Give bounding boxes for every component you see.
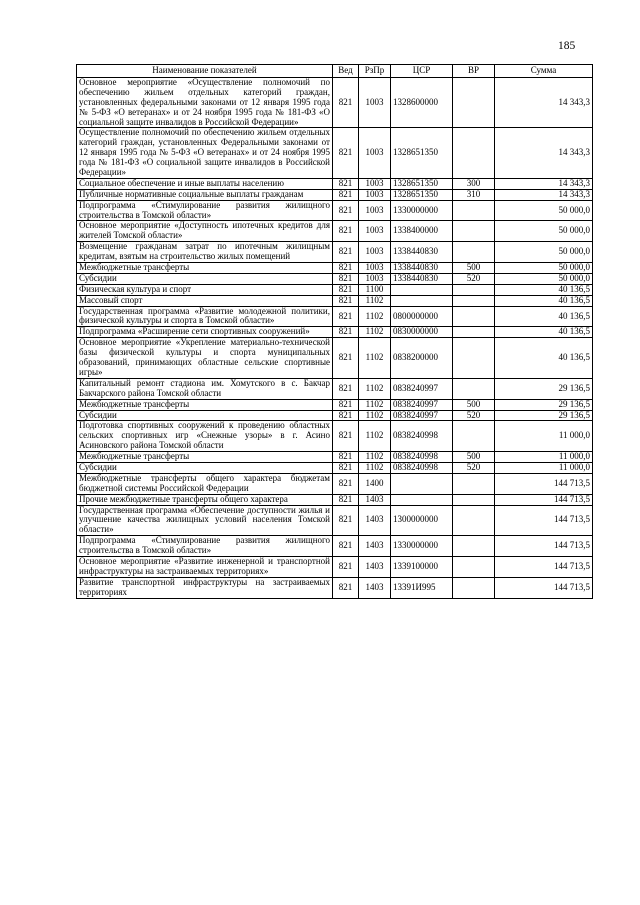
row-csr-cell bbox=[391, 473, 453, 494]
row-vr-cell: 520 bbox=[453, 410, 495, 421]
table-row bbox=[77, 221, 593, 242]
row-rzpr-cell: 1003 bbox=[359, 263, 391, 274]
table-row bbox=[77, 410, 593, 421]
row-name-cell: Межбюджетные трансферты bbox=[77, 263, 333, 274]
row-sum-cell: 50 000,0 bbox=[495, 221, 593, 242]
header-csr: ЦСР bbox=[391, 65, 453, 78]
row-rzpr-cell: 1003 bbox=[359, 273, 391, 284]
row-rzpr-cell: 1003 bbox=[359, 200, 391, 221]
row-csr-cell: 0838240997 bbox=[391, 410, 453, 421]
row-vr-cell: 500 bbox=[453, 399, 495, 410]
row-rzpr-cell: 1102 bbox=[359, 306, 391, 327]
row-ved-cell: 821 bbox=[333, 189, 359, 200]
row-csr-cell: 0838240997 bbox=[391, 378, 453, 399]
row-csr-cell: 1330000000 bbox=[391, 536, 453, 557]
row-csr-cell: 1338440830 bbox=[391, 273, 453, 284]
row-csr-cell: 0830000000 bbox=[391, 327, 453, 338]
row-ved-cell: 821 bbox=[333, 421, 359, 452]
row-vr-cell bbox=[453, 295, 495, 306]
row-vr-cell bbox=[453, 284, 495, 295]
row-csr-cell: 1328651350 bbox=[391, 128, 453, 178]
row-ved-cell: 821 bbox=[333, 284, 359, 295]
row-csr-cell: 0838240998 bbox=[391, 462, 453, 473]
row-name-cell: Межбюджетные трансферты bbox=[77, 452, 333, 463]
table-row bbox=[77, 556, 593, 577]
row-sum-cell: 144 713,5 bbox=[495, 536, 593, 557]
row-csr-cell bbox=[391, 284, 453, 295]
row-rzpr-cell: 1102 bbox=[359, 462, 391, 473]
row-rzpr-cell: 1403 bbox=[359, 536, 391, 557]
row-csr-cell bbox=[391, 494, 453, 505]
row-sum-cell: 29 136,5 bbox=[495, 410, 593, 421]
row-vr-cell: 310 bbox=[453, 189, 495, 200]
row-rzpr-cell: 1102 bbox=[359, 295, 391, 306]
row-vr-cell: 500 bbox=[453, 452, 495, 463]
row-rzpr-cell: 1102 bbox=[359, 421, 391, 452]
table-row bbox=[77, 378, 593, 399]
row-ved-cell: 821 bbox=[333, 452, 359, 463]
row-name-cell: Субсидии bbox=[77, 410, 333, 421]
row-name-cell: Физическая культура и спорт bbox=[77, 284, 333, 295]
table-row bbox=[77, 494, 593, 505]
row-rzpr-cell: 1100 bbox=[359, 284, 391, 295]
row-csr-cell: 1300000000 bbox=[391, 505, 453, 536]
table-row bbox=[77, 284, 593, 295]
row-name-cell: Публичные нормативные социальные выплаты гражданам bbox=[77, 189, 333, 200]
row-vr-cell bbox=[453, 128, 495, 178]
row-csr-cell: 0800000000 bbox=[391, 306, 453, 327]
row-ved-cell: 821 bbox=[333, 78, 359, 128]
row-csr-cell: 1330000000 bbox=[391, 200, 453, 221]
row-ved-cell: 821 bbox=[333, 263, 359, 274]
table-row bbox=[77, 78, 593, 128]
table-row bbox=[77, 295, 593, 306]
row-rzpr-cell: 1003 bbox=[359, 189, 391, 200]
row-rzpr-cell: 1403 bbox=[359, 505, 391, 536]
row-ved-cell: 821 bbox=[333, 295, 359, 306]
row-ved-cell: 821 bbox=[333, 494, 359, 505]
table-row bbox=[77, 263, 593, 274]
row-sum-cell: 40 136,5 bbox=[495, 306, 593, 327]
header-rzpr: РзПр bbox=[359, 65, 391, 78]
row-csr-cell: 0838200000 bbox=[391, 338, 453, 379]
row-ved-cell: 821 bbox=[333, 178, 359, 189]
row-ved-cell: 821 bbox=[333, 338, 359, 379]
row-csr-cell: 1339100000 bbox=[391, 556, 453, 577]
row-rzpr-cell: 1102 bbox=[359, 410, 391, 421]
row-name-cell: Подпрограмма «Стимулирование развития жилищного строительства в Томской области» bbox=[77, 200, 333, 221]
row-vr-cell bbox=[453, 200, 495, 221]
row-name-cell: Возмещение гражданам затрат по ипотечным жилищным кредитам, взятым на строительство жилых помещений bbox=[77, 242, 333, 263]
budget-table bbox=[76, 64, 593, 599]
table-row bbox=[77, 473, 593, 494]
row-rzpr-cell: 1003 bbox=[359, 178, 391, 189]
row-ved-cell: 821 bbox=[333, 410, 359, 421]
row-rzpr-cell: 1102 bbox=[359, 399, 391, 410]
row-name-cell: Основное мероприятие «Развитие инженерной и транспортной инфраструктуры на застраиваемых территориях» bbox=[77, 556, 333, 577]
row-name-cell: Подготовка спортивных сооружений к проведению областных сельских спортивных игр «Снежные узоры» в г. Асино Асиновского района Томской области bbox=[77, 421, 333, 452]
row-csr-cell: 13391И995 bbox=[391, 577, 453, 598]
row-name-cell: Развитие транспортной инфраструктуры на застраиваемых территориях bbox=[77, 577, 333, 598]
row-ved-cell: 821 bbox=[333, 577, 359, 598]
row-sum-cell: 144 713,5 bbox=[495, 556, 593, 577]
row-vr-cell bbox=[453, 473, 495, 494]
row-name-cell: Субсидии bbox=[77, 273, 333, 284]
row-sum-cell: 11 000,0 bbox=[495, 452, 593, 463]
row-sum-cell: 40 136,5 bbox=[495, 338, 593, 379]
row-name-cell: Подпрограмма «Расширение сети спортивных сооружений» bbox=[77, 327, 333, 338]
row-vr-cell bbox=[453, 78, 495, 128]
row-sum-cell: 144 713,5 bbox=[495, 494, 593, 505]
row-vr-cell bbox=[453, 494, 495, 505]
row-sum-cell: 40 136,5 bbox=[495, 327, 593, 338]
row-rzpr-cell: 1003 bbox=[359, 221, 391, 242]
row-csr-cell: 1328600000 bbox=[391, 78, 453, 128]
header-vr: ВР bbox=[453, 65, 495, 78]
row-name-cell: Государственная программа «Развитие молодежной политики, физической культуры и спорта в Томской области» bbox=[77, 306, 333, 327]
table-row bbox=[77, 189, 593, 200]
row-csr-cell: 0838240998 bbox=[391, 452, 453, 463]
row-vr-cell bbox=[453, 327, 495, 338]
row-vr-cell: 500 bbox=[453, 263, 495, 274]
row-csr-cell: 1338400000 bbox=[391, 221, 453, 242]
table-row bbox=[77, 242, 593, 263]
row-name-cell: Межбюджетные трансферты bbox=[77, 399, 333, 410]
row-sum-cell: 40 136,5 bbox=[495, 295, 593, 306]
row-vr-cell: 520 bbox=[453, 273, 495, 284]
row-ved-cell: 821 bbox=[333, 556, 359, 577]
row-vr-cell bbox=[453, 577, 495, 598]
row-name-cell: Субсидии bbox=[77, 462, 333, 473]
row-rzpr-cell: 1102 bbox=[359, 378, 391, 399]
row-ved-cell: 821 bbox=[333, 242, 359, 263]
table-row bbox=[77, 505, 593, 536]
row-sum-cell: 11 000,0 bbox=[495, 462, 593, 473]
row-csr-cell: 1328651350 bbox=[391, 178, 453, 189]
header-name: Наименование показателей bbox=[77, 65, 333, 78]
header-sum: Сумма bbox=[495, 65, 593, 78]
row-vr-cell: 300 bbox=[453, 178, 495, 189]
row-csr-cell: 1338440830 bbox=[391, 263, 453, 274]
row-ved-cell: 821 bbox=[333, 327, 359, 338]
row-name-cell: Осуществление полномочий по обеспечению жильем отдельных категорий граждан, установленных Федеральными законами от 12 января 1995 года № 5-ФЗ «О ветеранах» и от 24 ноября 1995 года № 181-ФЗ «О социальной защите инвалидов в Российской Федерации» bbox=[77, 128, 333, 178]
row-ved-cell: 821 bbox=[333, 128, 359, 178]
row-name-cell: Межбюджетные трансферты общего характера бюджетам бюджетной системы Российской Федерации bbox=[77, 473, 333, 494]
row-ved-cell: 821 bbox=[333, 473, 359, 494]
row-sum-cell: 14 343,3 bbox=[495, 128, 593, 178]
row-name-cell: Массовый спорт bbox=[77, 295, 333, 306]
table-row bbox=[77, 452, 593, 463]
table-header-row bbox=[77, 65, 593, 78]
row-csr-cell: 1338440830 bbox=[391, 242, 453, 263]
row-vr-cell bbox=[453, 338, 495, 379]
row-sum-cell: 50 000,0 bbox=[495, 200, 593, 221]
table-row bbox=[77, 338, 593, 379]
row-name-cell: Прочие межбюджетные трансферты общего характера bbox=[77, 494, 333, 505]
row-sum-cell: 144 713,5 bbox=[495, 505, 593, 536]
row-csr-cell: 0838240998 bbox=[391, 421, 453, 452]
table-row bbox=[77, 536, 593, 557]
row-rzpr-cell: 1003 bbox=[359, 78, 391, 128]
row-sum-cell: 40 136,5 bbox=[495, 284, 593, 295]
row-sum-cell: 11 000,0 bbox=[495, 421, 593, 452]
row-ved-cell: 821 bbox=[333, 505, 359, 536]
table-row bbox=[77, 421, 593, 452]
row-name-cell: Государственная программа «Обеспечение доступности жилья и улучшение качества жилищных условий населения Томской области» bbox=[77, 505, 333, 536]
row-ved-cell: 821 bbox=[333, 200, 359, 221]
row-vr-cell bbox=[453, 242, 495, 263]
row-ved-cell: 821 bbox=[333, 536, 359, 557]
row-ved-cell: 821 bbox=[333, 399, 359, 410]
row-name-cell: Основное мероприятие «Укрепление материально-технической базы физической культуры и спорта муниципальных образований, принимающих областные сельские спортивные игры» bbox=[77, 338, 333, 379]
row-sum-cell: 14 343,3 bbox=[495, 178, 593, 189]
row-rzpr-cell: 1403 bbox=[359, 494, 391, 505]
row-csr-cell: 1328651350 bbox=[391, 189, 453, 200]
row-rzpr-cell: 1003 bbox=[359, 242, 391, 263]
table-row bbox=[77, 273, 593, 284]
row-csr-cell: 0838240997 bbox=[391, 399, 453, 410]
row-vr-cell: 520 bbox=[453, 462, 495, 473]
row-vr-cell bbox=[453, 536, 495, 557]
table-row bbox=[77, 128, 593, 178]
row-sum-cell: 144 713,5 bbox=[495, 473, 593, 494]
row-name-cell: Капитальный ремонт стадиона им. Хомутского в с. Бакчар Бакчарского района Томской области bbox=[77, 378, 333, 399]
table-row bbox=[77, 327, 593, 338]
table-row bbox=[77, 577, 593, 598]
page-number: 185 bbox=[558, 40, 576, 52]
row-name-cell: Социальное обеспечение и иные выплаты населению bbox=[77, 178, 333, 189]
row-name-cell: Основное мероприятие «Осуществление полномочий по обеспечению жильем отдельных категорий граждан, установленных федеральными законами от 12 января 1995 года № 5-ФЗ «О ветеранах» и от 24 ноября 1995 года № 181-ФЗ «О социальной защите инвалидов в Российской Федерации» bbox=[77, 78, 333, 128]
row-vr-cell bbox=[453, 378, 495, 399]
table-row bbox=[77, 200, 593, 221]
row-vr-cell bbox=[453, 505, 495, 536]
table-row bbox=[77, 178, 593, 189]
row-ved-cell: 821 bbox=[333, 378, 359, 399]
header-ved: Вед bbox=[333, 65, 359, 78]
row-ved-cell: 821 bbox=[333, 273, 359, 284]
row-vr-cell bbox=[453, 556, 495, 577]
row-sum-cell: 29 136,5 bbox=[495, 378, 593, 399]
row-sum-cell: 50 000,0 bbox=[495, 273, 593, 284]
row-sum-cell: 14 343,3 bbox=[495, 78, 593, 128]
table-row bbox=[77, 399, 593, 410]
row-csr-cell bbox=[391, 295, 453, 306]
row-rzpr-cell: 1003 bbox=[359, 128, 391, 178]
row-sum-cell: 29 136,5 bbox=[495, 399, 593, 410]
row-sum-cell: 144 713,5 bbox=[495, 577, 593, 598]
row-name-cell: Подпрограмма «Стимулирование развития жилищного строительства в Томской области» bbox=[77, 536, 333, 557]
row-rzpr-cell: 1102 bbox=[359, 338, 391, 379]
row-vr-cell bbox=[453, 306, 495, 327]
table-row bbox=[77, 306, 593, 327]
row-ved-cell: 821 bbox=[333, 462, 359, 473]
table-row bbox=[77, 462, 593, 473]
row-ved-cell: 821 bbox=[333, 221, 359, 242]
row-ved-cell: 821 bbox=[333, 306, 359, 327]
row-sum-cell: 50 000,0 bbox=[495, 263, 593, 274]
row-rzpr-cell: 1102 bbox=[359, 327, 391, 338]
row-rzpr-cell: 1102 bbox=[359, 452, 391, 463]
row-rzpr-cell: 1403 bbox=[359, 556, 391, 577]
row-rzpr-cell: 1403 bbox=[359, 577, 391, 598]
row-vr-cell bbox=[453, 421, 495, 452]
row-sum-cell: 14 343,3 bbox=[495, 189, 593, 200]
row-vr-cell bbox=[453, 221, 495, 242]
row-sum-cell: 50 000,0 bbox=[495, 242, 593, 263]
row-rzpr-cell: 1400 bbox=[359, 473, 391, 494]
row-name-cell: Основное мероприятие «Доступность ипотечных кредитов для жителей Томской области» bbox=[77, 221, 333, 242]
